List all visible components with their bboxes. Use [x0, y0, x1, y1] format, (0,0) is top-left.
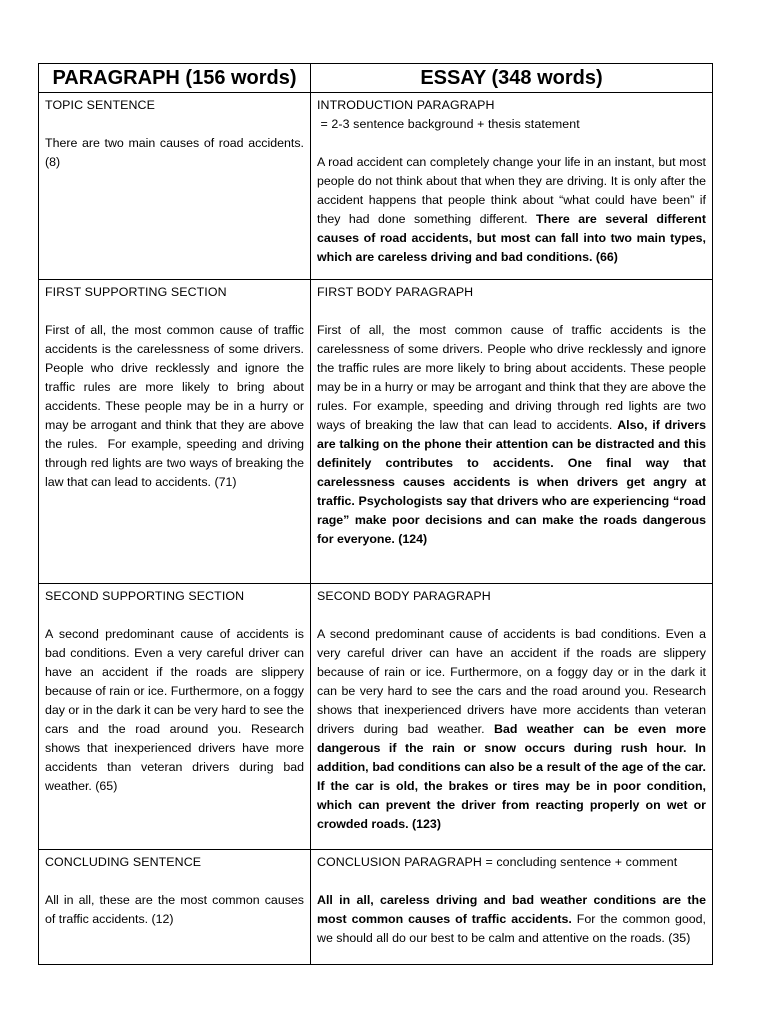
bold-text: All in all, careless driving and bad weather conditions are the most common causes of traffic accidents.	[317, 893, 706, 926]
topic-row	[39, 93, 713, 280]
section-heading: CONCLUSION PARAGRAPH = concluding sentence + comment	[317, 855, 678, 869]
essay-cell	[311, 93, 713, 280]
section-text	[317, 891, 706, 948]
first-support-row	[39, 280, 713, 584]
section-text: First of all, the most common cause of traffic accidents is the carelessness of some drivers. People who drive recklessly and ignore the traffic rules are more likely to bring about accidents. These people may be in a hurry or may be arrogant and think that they are above the rules. For example, speeding and driving through red lights are two ways of breaking the law that can lead to accidents. (71)	[45, 323, 322, 489]
section-heading: FIRST BODY PARAGRAPH	[317, 285, 474, 299]
header-row	[39, 64, 713, 93]
section-heading: CONCLUDING SENTENCE	[45, 855, 202, 869]
essay-cell	[311, 280, 713, 584]
paragraph-cell	[39, 850, 311, 965]
conclusion-row	[39, 850, 713, 965]
plain-text: First of all, the most common cause of traffic accidents is the carelessness of some drivers. People who drive recklessly and ignore the traffic rules are more likely to bring about accidents. These people may be in a hurry or may be arrogant and think that they are above the rules. For example, speeding and driving through red lights are two ways of breaking the law that can lead to accidents.	[317, 323, 706, 432]
comparison-table	[38, 63, 713, 965]
section-heading: SECOND SUPPORTING SECTION	[45, 589, 245, 603]
section-text: There are two main causes of road accidents. (8)	[45, 136, 304, 169]
plain-text: For the common good, we should all do our best to be calm and attentive on the roads. (35)	[317, 912, 706, 945]
section-heading: INTRODUCTION PARAGRAPH	[317, 98, 495, 112]
plain-text: A road accident can completely change your life in an instant, but most people do not think about that when they are driving. It is only after the accident happens that people think about “what could have been” if they had done something different.	[317, 155, 706, 226]
section-text: All in all, these are the most common causes of traffic accidents. (12)	[45, 893, 304, 926]
essay-header: ESSAY (348 words)	[311, 64, 713, 93]
paragraph-cell	[39, 280, 322, 584]
section-text	[317, 321, 706, 549]
section-heading: TOPIC SENTENCE	[45, 98, 155, 112]
section-heading: SECOND BODY PARAGRAPH	[317, 589, 491, 603]
plain-text: A second predominant cause of accidents is bad conditions. Even a very careful driver can have an accident if the roads are slippery because of rain or ice. Furthermore, on a foggy day or in the dark it can be very hard to see the cars and the road around you. Research shows that inexperienced drivers have more accidents than veteran drivers during bad weather.	[317, 627, 706, 736]
paragraph-cell	[39, 584, 311, 850]
bold-text: Bad weather can be even more dangerous if the rain or snow occurs during rush hour. In addition, bad conditions can also be a result of the age of the car. If the car is old, the brakes or tires may be in poor condition, which can prevent the driver from reacting properly on wet or crowded roads. (123)	[317, 722, 706, 831]
section-heading: FIRST SUPPORTING SECTION	[45, 285, 227, 299]
bold-text: There are several different causes of road accidents, but most can fall into two main types, which are careless driving and bad conditions. (66)	[317, 212, 706, 264]
essay-cell	[311, 584, 713, 850]
section-text	[317, 153, 706, 267]
essay-cell	[311, 850, 713, 965]
paragraph-cell	[39, 93, 311, 280]
bold-text: Also, if drivers are talking on the phone their attention can be distracted and this definitely contributes to accidents. One final way that carelessness causes accidents is when drivers get angry at traffic. Psychologists say that drivers who are experiencing “road rage” make poor decisions and can make the roads dangerous for everyone. (124)	[317, 418, 706, 546]
section-subheading: = 2-3 sentence background + thesis statement	[317, 117, 580, 131]
section-text	[317, 625, 706, 834]
section-text: A second predominant cause of accidents is bad conditions. Even a very careful driver can have an accident if the roads are slippery because of rain or ice. Furthermore, on a foggy day or in the dark it can be very hard to see the cars and the road around you. Research shows that inexperienced drivers have more accidents than veteran drivers during bad weather. (65)	[45, 627, 304, 793]
paragraph-header: PARAGRAPH (156 words)	[39, 64, 311, 93]
second-support-row	[39, 584, 713, 850]
